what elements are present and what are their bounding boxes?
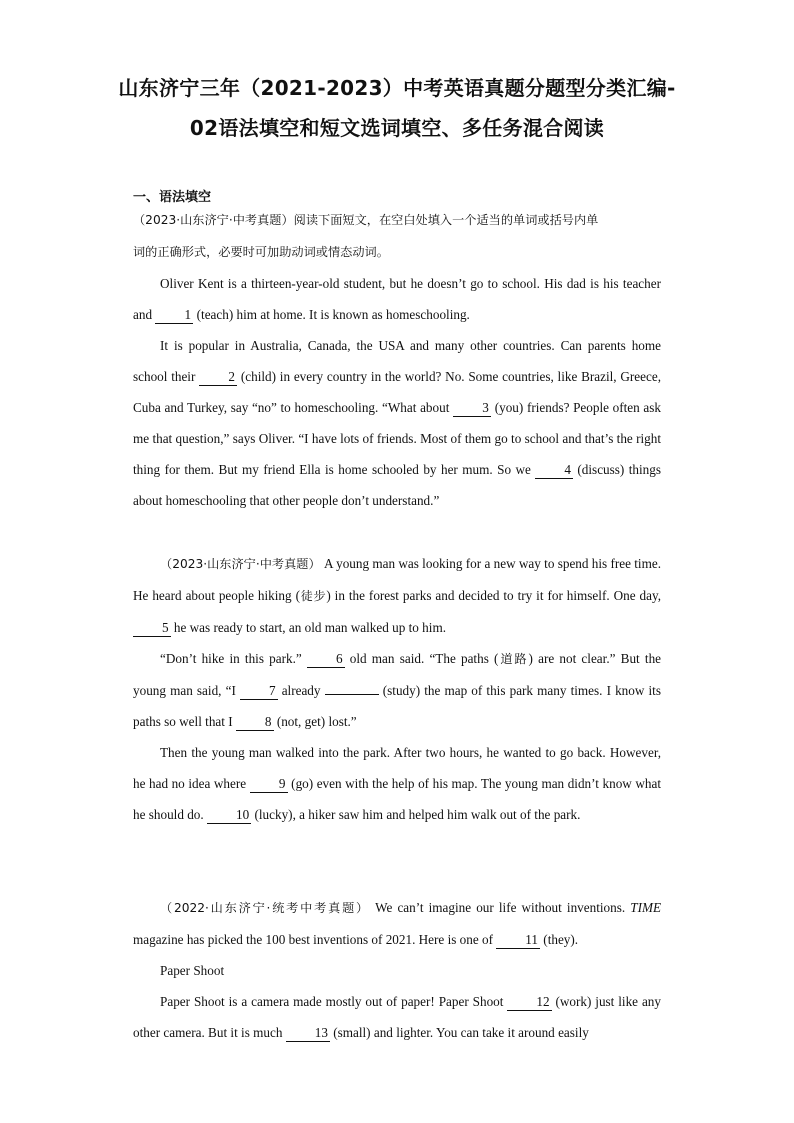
section-heading: 一、语法填空 [133, 190, 212, 205]
passage-3-heading: Paper Shoot [160, 963, 225, 978]
source-tag: （2023·山东济宁·中考真题） [160, 557, 321, 571]
blank-1: 1 [155, 307, 193, 324]
chinese-gloss: 徒步 [299, 589, 327, 603]
blank-13: 13 [286, 1025, 330, 1042]
text-run: ) in the forest parks and decided to try it for himself. One day, [326, 588, 661, 603]
blank-11: 11 [496, 932, 540, 949]
passage-2-paragraph-1 [133, 548, 661, 643]
blank-10: 10 [207, 807, 251, 824]
blank-7: 7 [240, 683, 278, 700]
passage-1-paragraph-1 [133, 268, 661, 330]
text-run: (small) and lighter. You can take it around easily [329, 1025, 589, 1040]
blank-6: 6 [307, 651, 345, 668]
text-run: (discuss) things about homeschooling that other people don’t understand.” [133, 462, 661, 508]
document-title-line-1: 山东济宁三年（2021-2023）中考英语真题分题型分类汇编- [118, 76, 676, 100]
source-tag: （2022·山东济宁·统考中考真题） [160, 901, 371, 915]
passage-2 [133, 548, 661, 830]
text-run: he was ready to start, an old man walked up to him. [170, 620, 446, 635]
blank-5: 5 [133, 620, 171, 637]
text-run: (you) friends? People often ask me that question,” says Oliver. “I have lots of friends. Most of them go to school and that’s the right thing for them. But my friend Ella is home schooled by her mum. So we [133, 400, 661, 477]
blank-3: 3 [453, 400, 491, 417]
chinese-gloss: 道路 [498, 652, 529, 666]
text-run: (not, get) lost.” [273, 714, 357, 729]
blank-12: 12 [507, 994, 551, 1011]
text-run: Paper Shoot is a camera made mostly out of paper! Paper Shoot [160, 994, 508, 1009]
text-run: old man said. “The paths ( [344, 651, 499, 666]
text-run: (teach) him at home. It is known as homeschooling. [193, 307, 470, 322]
blank-9: 9 [250, 776, 288, 793]
passage-1-instruction [133, 204, 661, 268]
text-run: ) are not clear.” But the young man said, “I [133, 651, 662, 698]
instruction-text: 阅读下面短文，在空白处填入一个适当的单词或括号内单 [293, 213, 599, 227]
passage-1 [133, 204, 661, 516]
passage-1-paragraph-2 [133, 330, 661, 516]
passage-2-paragraph-2 [133, 643, 661, 737]
instruction-text: 词的正确形式，必要时可加助动词或情态动词。 [133, 245, 389, 259]
text-run: Then the young man walked into the park. After two hours, he wanted to go back. However, he had no idea where [133, 745, 661, 791]
passage-3-paragraph-1 [133, 892, 661, 955]
magazine-name: TIME [630, 900, 662, 915]
blank-4: 4 [535, 462, 573, 479]
text-run: We can’t imagine our life without inventions. [370, 900, 631, 915]
source-tag: （2023·山东济宁·中考真题） [133, 213, 294, 227]
text-run: “Don’t hike in this park.” [160, 651, 307, 666]
text-run: already [277, 683, 325, 698]
text-run: (go) even with the help of his map. The young man didn’t know what he should do. [133, 776, 662, 822]
document-title-line-2: 02语法填空和短文选词填空、多任务混合阅读 [189, 116, 605, 140]
text-run: (they). [540, 932, 579, 947]
text-run: (study) the map of this park many times. I know its paths so well that I [133, 683, 661, 729]
passage-3 [133, 892, 661, 1048]
text-run: (child) in every country in the world? No. Some countries, like Brazil, Greece, Cuba and Turkey, say “no” to homeschooling. “What about [133, 369, 661, 415]
text-run: A young man was looking for a new way to spend his free time. He heard about people hiking ( [133, 556, 662, 603]
text-run: (work) just like any other camera. But it is much [133, 994, 661, 1040]
passage-2-paragraph-3 [133, 737, 661, 830]
blank-7-second [325, 694, 379, 695]
text-run: magazine has picked the 100 best inventions of 2021. Here is one of [133, 932, 497, 947]
blank-8: 8 [236, 714, 274, 731]
text-run: Oliver Kent is a thirteen-year-old student, but he doesn’t go to school. His dad is his teacher and [133, 276, 661, 322]
blank-2: 2 [199, 369, 237, 386]
text-run: It is popular in Australia, Canada, the USA and many other countries. Can parents home school their [133, 338, 661, 384]
text-run: (lucky), a hiker saw him and helped him walk out of the park. [251, 807, 581, 822]
passage-3-paragraph-2 [133, 986, 661, 1048]
